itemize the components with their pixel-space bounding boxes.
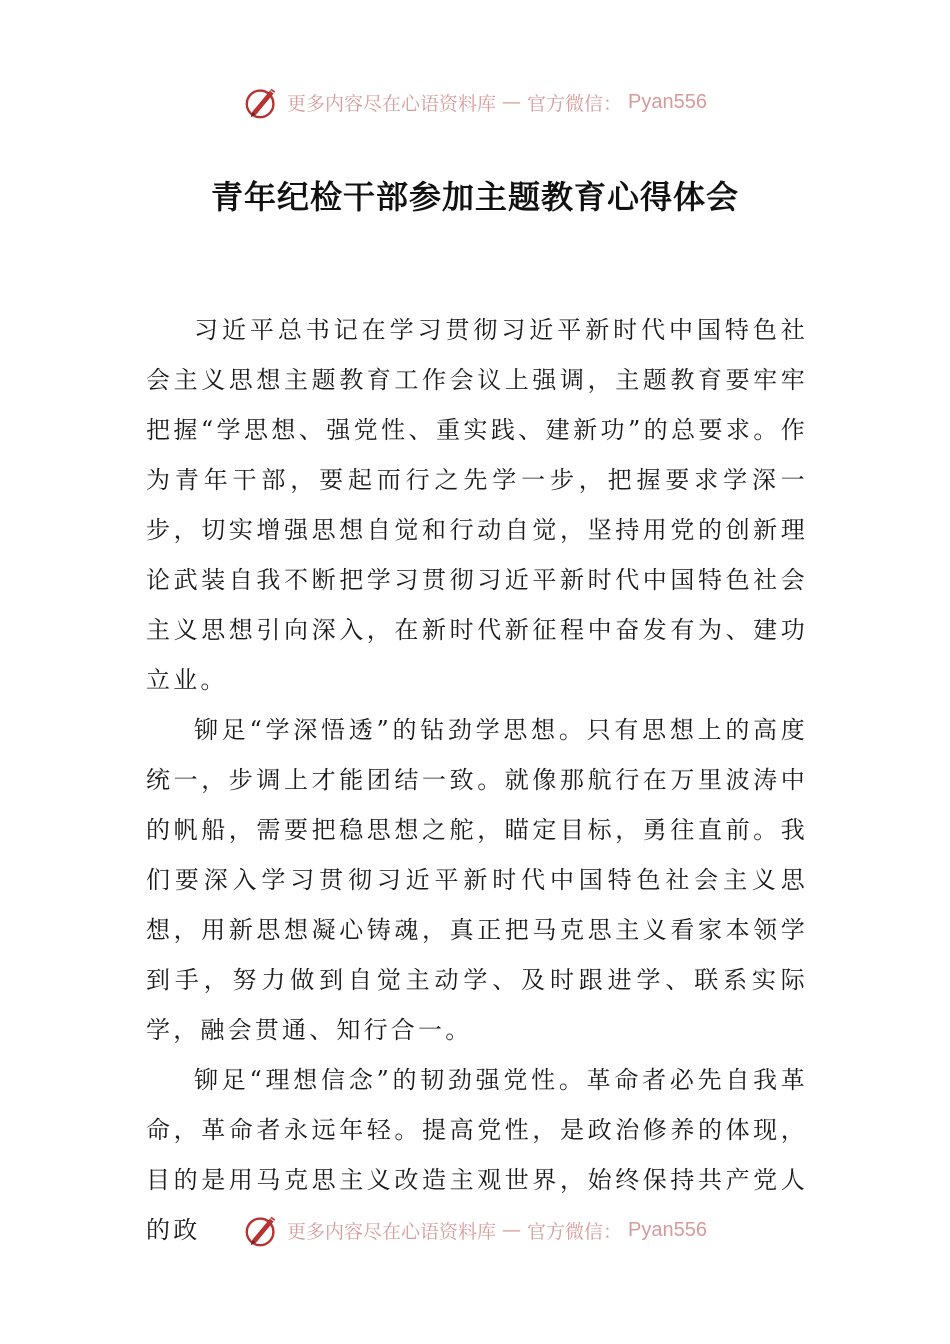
banner-brand-text: 更多内容尽在心语资料库 (287, 92, 497, 115)
banner-wechat-id: Pyan556 (628, 90, 707, 113)
banner-wechat-id: Pyan556 (628, 1218, 707, 1241)
header-banner (0, 80, 950, 124)
footer-banner (0, 1208, 950, 1252)
banner-brand-text: 更多内容尽在心语资料库 (287, 1220, 497, 1243)
banner-wechat-label: 官方微信： (527, 92, 623, 115)
banner-dash: — (502, 1219, 522, 1241)
pen-in-circle-logo-icon (243, 83, 281, 121)
page-title: 青年纪检干部参加主题教育心得体会 (210, 178, 739, 216)
banner-dash: — (502, 91, 522, 113)
paragraph-1: 习近平总书记在学习贯彻习近平新时代中国特色社会主义思想主题教育工作会议上强调，主题教育要牢牢把握“学思想、强党性、重实践、建新功”的总要求。作为青年干部，要起而行之先学一步，把握要求学深一步，切实增强思想自觉和行动自觉，坚持用党的创新理论武装自我不断把学习贯彻习近平新时代中国特色社会主义思想引向深入，在新时代新征程中奋发有为、建功立业。 (146, 316, 808, 694)
document-body (146, 305, 808, 1255)
paragraph-2: 铆足“学深悟透”的钻劲学思想。只有思想上的高度统一，步调上才能团结一致。就像那航行在万里波涛中的帆船，需要把稳思想之舵，瞄定目标，勇往直前。我们要深入学习贯彻习近平新时代中国特色社会主义思想，用新思想凝心铸魂，真正把马克思主义看家本领学到手，努力做到自觉主动学、及时跟进学、联系实际学，融会贯通、知行合一。 (146, 716, 808, 1044)
banner-wechat-label: 官方微信： (527, 1220, 623, 1243)
pen-in-circle-logo-icon (243, 1211, 281, 1249)
paragraph-3: 铆足“理想信念”的韧劲强党性。革命者必先自我革命，革命者永远年轻。提高党性，是政治修养的体现，目的是用马克思主义改造主观世界，始终保持共产党人的政 (146, 1066, 808, 1244)
